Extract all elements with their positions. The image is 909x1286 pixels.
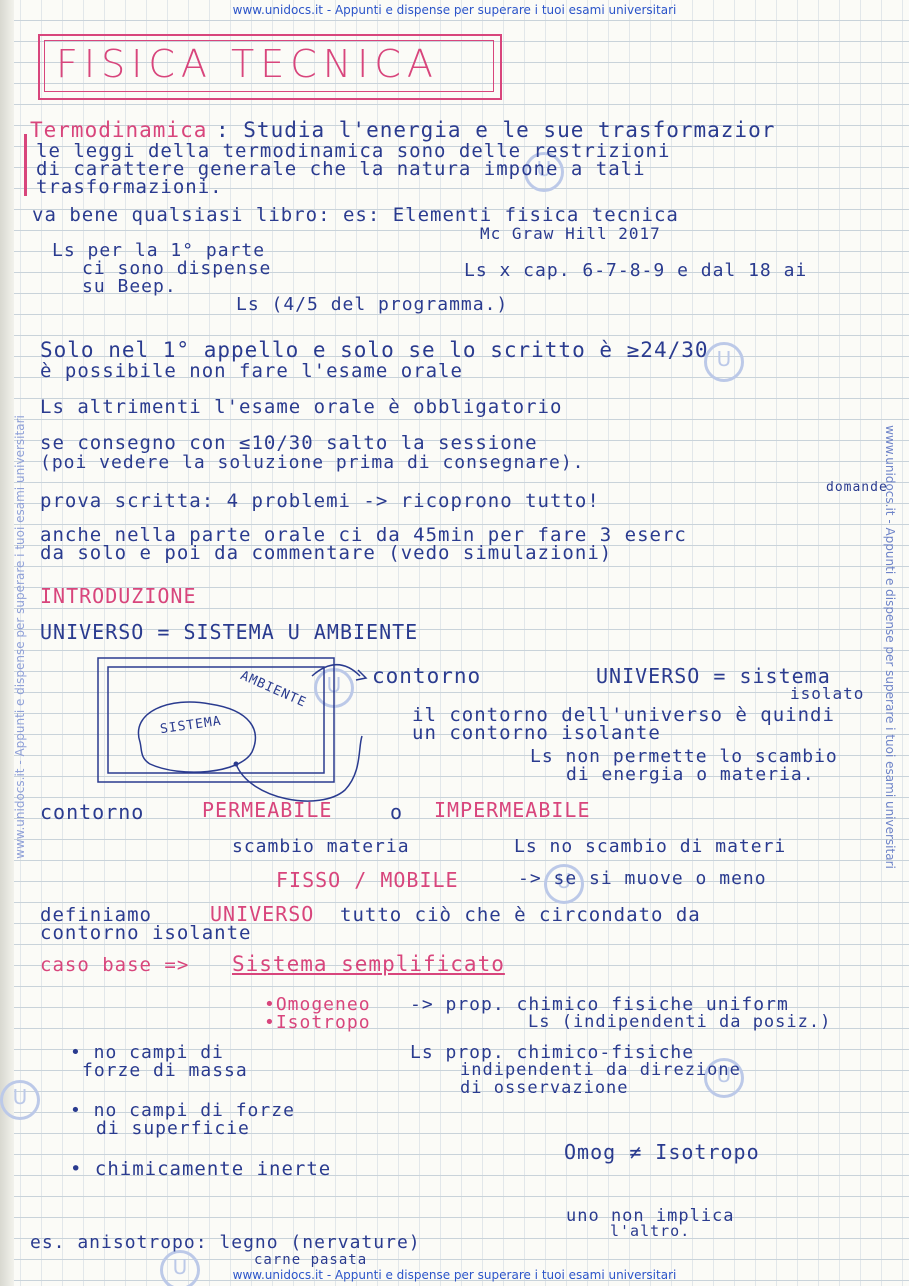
note-line: es. anisotropo: legno (nervature) — [30, 1232, 421, 1253]
note-line: Ls altrimenti l'esame orale è obbligatorio — [40, 396, 563, 418]
diagram-label-ambiente: AMBIENTE — [238, 668, 309, 711]
watermark-left: www.unidocs.it - Appunti e dispense per superare i tuoi esami universitari — [13, 415, 27, 859]
note-line: (poi vedere la soluzione prima di consegnare). — [40, 452, 585, 473]
note-line: Ls x cap. 6-7-8-9 e dal 18 ai — [464, 260, 808, 281]
term-omogeneo: •Omogeneo — [264, 994, 371, 1015]
note-line: contorno — [40, 800, 145, 824]
note-line: di superficie — [96, 1118, 250, 1139]
note-line: un contorno isolante — [412, 722, 661, 744]
page-title: FISICA TECNICA — [56, 42, 439, 86]
note-line: anche nella parte orale ci da 45min per fare 3 eserc — [40, 524, 687, 546]
note-line: le leggi della termodinamica sono delle restrizioni — [36, 140, 671, 162]
note-line: di carattere generale che la natura impone a tali — [36, 158, 646, 180]
note-line: uno non implica — [566, 1206, 735, 1226]
note-line: tutto ciò che è circondato da — [340, 904, 701, 926]
note-line: scambio materia — [232, 836, 410, 857]
note-line: trasformazioni. — [36, 176, 223, 198]
note-line: Omog ≠ Isotropo — [564, 1140, 760, 1164]
note-line: isolato — [790, 684, 865, 703]
note-line: forze di massa — [82, 1060, 248, 1081]
note-line: domande — [826, 480, 888, 495]
note-line: su Beep. — [82, 276, 177, 297]
term-permeabile: PERMEABILE — [202, 798, 333, 822]
note-line: definiamo — [40, 904, 152, 926]
term-universo: UNIVERSO — [210, 902, 315, 926]
note-line: contorno isolante — [40, 922, 252, 944]
note-line: Ls non permette lo scambio — [530, 746, 838, 767]
term-isotropo: •Isotropo — [264, 1012, 371, 1033]
note-line: Ls no scambio di materi — [514, 836, 787, 857]
note-line: il contorno dell'universo è quindi — [412, 704, 835, 726]
note-line: contorno — [372, 664, 482, 688]
note-line: Ls per la 1° parte — [52, 240, 266, 261]
note-line: -> se si muove o meno — [518, 868, 767, 889]
section-heading-introduzione: INTRODUZIONE — [40, 584, 197, 608]
note-line: Ls (indipendenti da posiz.) — [528, 1012, 832, 1032]
watermark-top[interactable]: www.unidocs.it - Appunti e dispense per superare i tuoi esami universitari — [232, 3, 677, 17]
note-line: prova scritta: 4 problemi -> ricoprono tutto! — [40, 490, 600, 512]
note-line: Solo nel 1° appello e solo se lo scritto è ≥24/30 — [40, 338, 709, 362]
note-line: di osservazione — [460, 1078, 629, 1098]
term-fisso-mobile: FISSO / MOBILE — [276, 868, 459, 892]
note-line: Ls (4/5 del programma.) — [236, 294, 509, 315]
note-line: UNIVERSO = SISTEMA U AMBIENTE — [40, 620, 419, 644]
note-line: ci sono dispense — [82, 258, 272, 279]
term-sistema-semplificato: Sistema semplificato — [232, 952, 505, 976]
note-line: UNIVERSO = sistema — [596, 664, 831, 688]
watermark-bottom[interactable]: www.unidocs.it - Appunti e dispense per superare i tuoi esami universitari — [232, 1268, 677, 1282]
note-line: -> prop. chimico fisiche uniform — [410, 994, 789, 1015]
diagram-label-sistema: SISTEMA — [159, 713, 223, 738]
note-line: : Studia l'energia e le sue trasformazior — [216, 118, 776, 142]
watermark-right: www.unidocs.it - Appunti e dispense per superare i tuoi esami universitari — [883, 425, 897, 869]
note-line: indipendenti da direzione — [460, 1060, 741, 1080]
note-line: o — [390, 800, 404, 824]
note-line: • no campi di — [70, 1042, 224, 1063]
note-line: da solo e poi da commentare (vedo simulazioni) — [40, 542, 613, 564]
note-line: Mc Graw Hill 2017 — [480, 224, 661, 243]
term-impermeabile: IMPERMEABILE — [434, 798, 591, 822]
note-line: l'altro. — [610, 1222, 691, 1240]
note-line: di energia o materia. — [566, 764, 815, 785]
note-line: caso base => — [40, 954, 190, 976]
note-line: se consegno con ≤10/30 salto la sessione — [40, 432, 538, 454]
term-termodinamica: Termodinamica — [30, 118, 208, 142]
note-line: carne pasata — [254, 1252, 368, 1268]
note-line: • chimicamente inerte — [70, 1158, 332, 1180]
note-line: Ls prop. chimico-fisiche — [410, 1042, 695, 1063]
note-line: va bene qualsiasi libro: es: Elementi fisica tecnica — [32, 204, 679, 226]
note-line: • no campi di forze — [70, 1100, 295, 1121]
note-line: è possibile non fare l'esame orale — [40, 360, 463, 382]
